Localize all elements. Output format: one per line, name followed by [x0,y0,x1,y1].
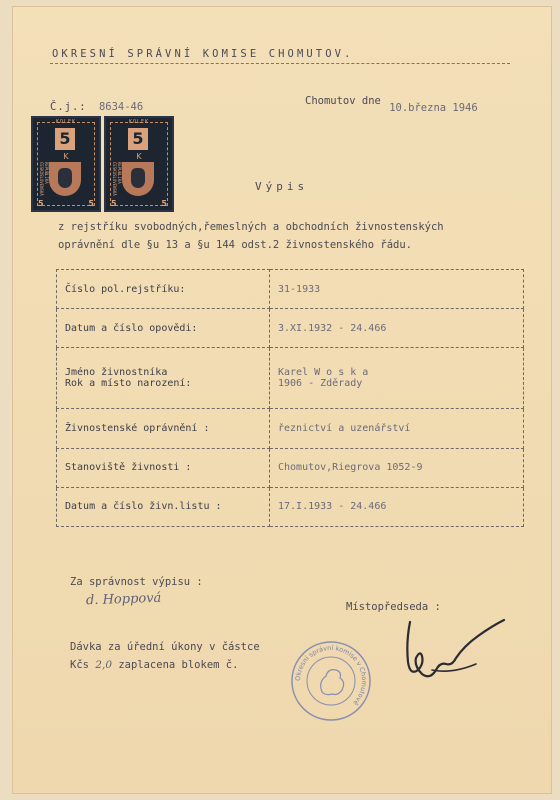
intro-text [58,218,518,254]
row-label-line: Jméno živnostníka [65,367,168,379]
seal-text: Okresní správní komise v Chomutově [293,643,369,707]
reference-number [50,101,143,113]
table-row [57,309,524,348]
deputy-label: Místopředseda : [346,601,441,613]
stamp-corner-left: 5 [38,199,44,208]
date-value: 10.března 1946 [389,102,478,114]
reference-label: Č.j.: [50,101,87,113]
lion-shield-icon [122,162,154,196]
stamp-currency: K [136,152,142,161]
fee-line: Dávka za úřední úkony v částce [70,641,260,653]
row-value: Chomutov,Riegrova 1052-9 [270,448,524,487]
revenue-stamp [31,116,101,212]
row-value: 17.I.1933 - 24.466 [270,487,524,526]
row-label: Číslo pol.rejstříku: [57,270,270,309]
row-label: Živnostenské oprávnění : [57,409,270,448]
row-value: 3.XI.1932 - 24.466 [270,309,524,348]
document-title: Výpis [255,180,309,193]
table-row [57,487,524,526]
row-label-line: Rok a místo narození: [65,378,192,390]
stamp-top-text: KOLEK [55,119,77,125]
header-divider [50,63,510,64]
row-value-line: 1906 - Zděrady [278,378,363,390]
table-row [57,348,524,409]
table-row [57,448,524,487]
table-row [57,409,524,448]
stamp-corner-right: 5 [88,199,94,208]
fee-note [70,638,260,674]
lion-shield-icon [49,162,81,196]
correctness-label: Za správnost výpisu : [70,576,203,588]
intro-line: oprávnění dle §u 13 a §u 144 odst.2 živnostenského řádu. [58,239,413,251]
stamp-corner-right: 5 [161,199,167,208]
lion-icon [321,670,344,695]
fee-amount: 2,0 [95,659,112,671]
stamp-currency: K [63,152,69,161]
register-table [56,269,524,527]
deputy-signature [392,614,512,690]
fee-paid-text: zaplacena blokem č. [118,659,239,671]
official-seal [290,640,372,722]
stamp-corner-left: 5 [111,199,117,208]
fee-currency: Kčs [70,659,89,671]
row-value [270,348,524,409]
stamp-value: 5 [55,128,75,150]
row-label: Datum a číslo opovědi: [57,309,270,348]
stamp-top-text: KOLEK [128,119,150,125]
svg-text:Okresní správní komise v Chomu [294,644,368,707]
clerk-signature: d. Hoppová [85,590,162,609]
row-label: Stanoviště živnosti : [57,448,270,487]
row-value-line: Karel W o s k a [278,367,369,379]
row-label: Datum a číslo živn.listu : [57,487,270,526]
reference-value: 8634-46 [98,101,144,113]
issue-date [305,95,478,114]
date-place: Chomutov dne [305,95,381,107]
intro-line: z rejstříku svobodných,řemeslných a obchodních živnostenských [58,221,444,233]
issuing-authority-header: OKRESNÍ SPRÁVNÍ KOMISE CHOMUTOV. [52,48,354,60]
stamp-side-text: REPUBLIKA ČESKOSLOVENSKÁ [112,162,122,196]
row-value: řeznictví a uzenářství [270,409,524,448]
revenue-stamp [104,116,174,212]
fee-line [70,656,260,674]
stamp-side-text: REPUBLIKA ČESKOSLOVENSKÁ [39,162,49,196]
table-row [57,270,524,309]
stamp-value: 5 [128,128,148,150]
row-label [57,348,270,409]
row-value: 31-1933 [270,270,524,309]
